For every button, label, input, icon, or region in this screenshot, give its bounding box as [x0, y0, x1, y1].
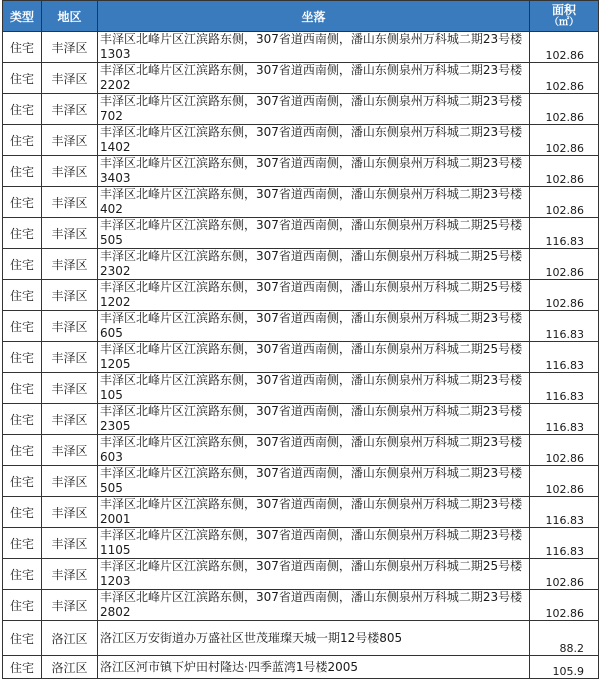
cell-location: 丰泽区北峰片区江滨路东侧，307省道西南侧，潘山东侧泉州万科城二期23号楼105 — [98, 373, 530, 404]
cell-location: 丰泽区北峰片区江滨路东侧，307省道西南侧，潘山东侧泉州万科城二期23号楼1303 — [98, 32, 530, 63]
cell-location: 丰泽区北峰片区江滨路东侧，307省道西南侧，潘山东侧泉州万科城二期25号楼505 — [98, 218, 530, 249]
cell-type: 住宅 — [3, 311, 42, 342]
cell-type: 住宅 — [3, 656, 42, 679]
cell-district: 丰泽区 — [42, 63, 98, 94]
cell-district: 丰泽区 — [42, 280, 98, 311]
table-row — [3, 156, 599, 187]
cell-district: 丰泽区 — [42, 528, 98, 559]
table-row — [3, 497, 599, 528]
cell-area: 102.86 — [530, 590, 599, 621]
table-row — [3, 63, 599, 94]
header-location: 坐落 — [98, 1, 530, 32]
cell-type: 住宅 — [3, 32, 42, 63]
cell-location: 丰泽区北峰片区江滨路东侧，307省道西南侧，潘山东侧泉州万科城二期23号楼2802 — [98, 590, 530, 621]
table-row — [3, 559, 599, 590]
header-area — [530, 1, 599, 32]
table-row — [3, 373, 599, 404]
cell-district: 丰泽区 — [42, 435, 98, 466]
cell-district: 丰泽区 — [42, 125, 98, 156]
cell-type: 住宅 — [3, 497, 42, 528]
cell-type: 住宅 — [3, 621, 42, 656]
cell-type: 住宅 — [3, 559, 42, 590]
cell-area: 102.86 — [530, 63, 599, 94]
table-row — [3, 94, 599, 125]
cell-type: 住宅 — [3, 156, 42, 187]
cell-location: 丰泽区北峰片区江滨路东侧，307省道西南侧，潘山东侧泉州万科城二期25号楼1205 — [98, 342, 530, 373]
cell-district: 丰泽区 — [42, 590, 98, 621]
table-row — [3, 249, 599, 280]
table-row — [3, 621, 599, 656]
cell-district: 丰泽区 — [42, 373, 98, 404]
cell-area: 102.86 — [530, 559, 599, 590]
cell-area: 102.86 — [530, 187, 599, 218]
table-row — [3, 435, 599, 466]
cell-location: 丰泽区北峰片区江滨路东侧，307省道西南侧，潘山东侧泉州万科城二期23号楼3403 — [98, 156, 530, 187]
cell-location: 丰泽区北峰片区江滨路东侧，307省道西南侧，潘山东侧泉州万科城二期23号楼2001 — [98, 497, 530, 528]
cell-location: 丰泽区北峰片区江滨路东侧，307省道西南侧，潘山东侧泉州万科城二期23号楼1402 — [98, 125, 530, 156]
cell-district: 洛江区 — [42, 621, 98, 656]
cell-type: 住宅 — [3, 249, 42, 280]
header-type: 类型 — [3, 1, 42, 32]
cell-location: 丰泽区北峰片区江滨路东侧，307省道西南侧，潘山东侧泉州万科城二期23号楼402 — [98, 187, 530, 218]
table-row — [3, 404, 599, 435]
table-row — [3, 528, 599, 559]
table-row — [3, 125, 599, 156]
cell-location: 丰泽区北峰片区江滨路东侧，307省道西南侧，潘山东侧泉州万科城二期25号楼1203 — [98, 559, 530, 590]
table-row — [3, 187, 599, 218]
cell-location: 丰泽区北峰片区江滨路东侧，307省道西南侧，潘山东侧泉州万科城二期23号楼1105 — [98, 528, 530, 559]
cell-area: 116.83 — [530, 311, 599, 342]
cell-type: 住宅 — [3, 404, 42, 435]
cell-location: 丰泽区北峰片区江滨路东侧，307省道西南侧，潘山东侧泉州万科城二期23号楼605 — [98, 311, 530, 342]
cell-type: 住宅 — [3, 218, 42, 249]
header-area-label: 面积 — [551, 2, 576, 17]
cell-type: 住宅 — [3, 63, 42, 94]
cell-area: 102.86 — [530, 32, 599, 63]
cell-type: 住宅 — [3, 435, 42, 466]
table-row — [3, 590, 599, 621]
cell-type: 住宅 — [3, 187, 42, 218]
table-row — [3, 280, 599, 311]
cell-area: 105.9 — [530, 656, 599, 679]
cell-district: 丰泽区 — [42, 497, 98, 528]
cell-district: 洛江区 — [42, 656, 98, 679]
header-row — [3, 1, 599, 32]
cell-area: 102.86 — [530, 125, 599, 156]
cell-district: 丰泽区 — [42, 94, 98, 125]
cell-location: 丰泽区北峰片区江滨路东侧，307省道西南侧，潘山东侧泉州万科城二期25号楼1202 — [98, 280, 530, 311]
cell-location: 洛江区万安街道办万盛社区世茂璀璨天城一期12号楼805 — [98, 621, 530, 656]
cell-district: 丰泽区 — [42, 311, 98, 342]
cell-area: 88.2 — [530, 621, 599, 656]
cell-area: 102.86 — [530, 466, 599, 497]
cell-area: 102.86 — [530, 435, 599, 466]
table-row — [3, 218, 599, 249]
cell-district: 丰泽区 — [42, 218, 98, 249]
cell-district: 丰泽区 — [42, 404, 98, 435]
header-district: 地区 — [42, 1, 98, 32]
cell-district: 丰泽区 — [42, 342, 98, 373]
cell-district: 丰泽区 — [42, 249, 98, 280]
cell-area: 102.86 — [530, 249, 599, 280]
table-row — [3, 342, 599, 373]
cell-district: 丰泽区 — [42, 559, 98, 590]
cell-area: 116.83 — [530, 373, 599, 404]
table-row — [3, 656, 599, 679]
cell-area: 116.83 — [530, 404, 599, 435]
cell-district: 丰泽区 — [42, 187, 98, 218]
cell-area: 116.83 — [530, 342, 599, 373]
cell-area: 116.83 — [530, 497, 599, 528]
table-row — [3, 466, 599, 497]
cell-location: 丰泽区北峰片区江滨路东侧，307省道西南侧，潘山东侧泉州万科城二期23号楼603 — [98, 435, 530, 466]
cell-location: 丰泽区北峰片区江滨路东侧，307省道西南侧，潘山东侧泉州万科城二期23号楼2305 — [98, 404, 530, 435]
cell-location: 丰泽区北峰片区江滨路东侧，307省道西南侧，潘山东侧泉州万科城二期25号楼2302 — [98, 249, 530, 280]
cell-type: 住宅 — [3, 342, 42, 373]
cell-location: 洛江区河市镇下炉田村隆达·四季蓝湾1号楼2005 — [98, 656, 530, 679]
cell-location: 丰泽区北峰片区江滨路东侧，307省道西南侧，潘山东侧泉州万科城二期23号楼702 — [98, 94, 530, 125]
property-table — [2, 0, 599, 679]
cell-location: 丰泽区北峰片区江滨路东侧，307省道西南侧，潘山东侧泉州万科城二期23号楼505 — [98, 466, 530, 497]
cell-type: 住宅 — [3, 590, 42, 621]
cell-type: 住宅 — [3, 280, 42, 311]
cell-area: 102.86 — [530, 156, 599, 187]
cell-district: 丰泽区 — [42, 466, 98, 497]
table-row — [3, 311, 599, 342]
cell-area: 102.86 — [530, 94, 599, 125]
cell-area: 116.83 — [530, 528, 599, 559]
cell-area: 102.86 — [530, 280, 599, 311]
cell-area: 116.83 — [530, 218, 599, 249]
cell-location: 丰泽区北峰片区江滨路东侧，307省道西南侧，潘山东侧泉州万科城二期23号楼2202 — [98, 63, 530, 94]
cell-district: 丰泽区 — [42, 156, 98, 187]
header-area-unit: （㎡） — [549, 16, 579, 28]
cell-district: 丰泽区 — [42, 32, 98, 63]
cell-type: 住宅 — [3, 373, 42, 404]
cell-type: 住宅 — [3, 466, 42, 497]
cell-type: 住宅 — [3, 125, 42, 156]
cell-type: 住宅 — [3, 94, 42, 125]
table-row — [3, 32, 599, 63]
cell-type: 住宅 — [3, 528, 42, 559]
